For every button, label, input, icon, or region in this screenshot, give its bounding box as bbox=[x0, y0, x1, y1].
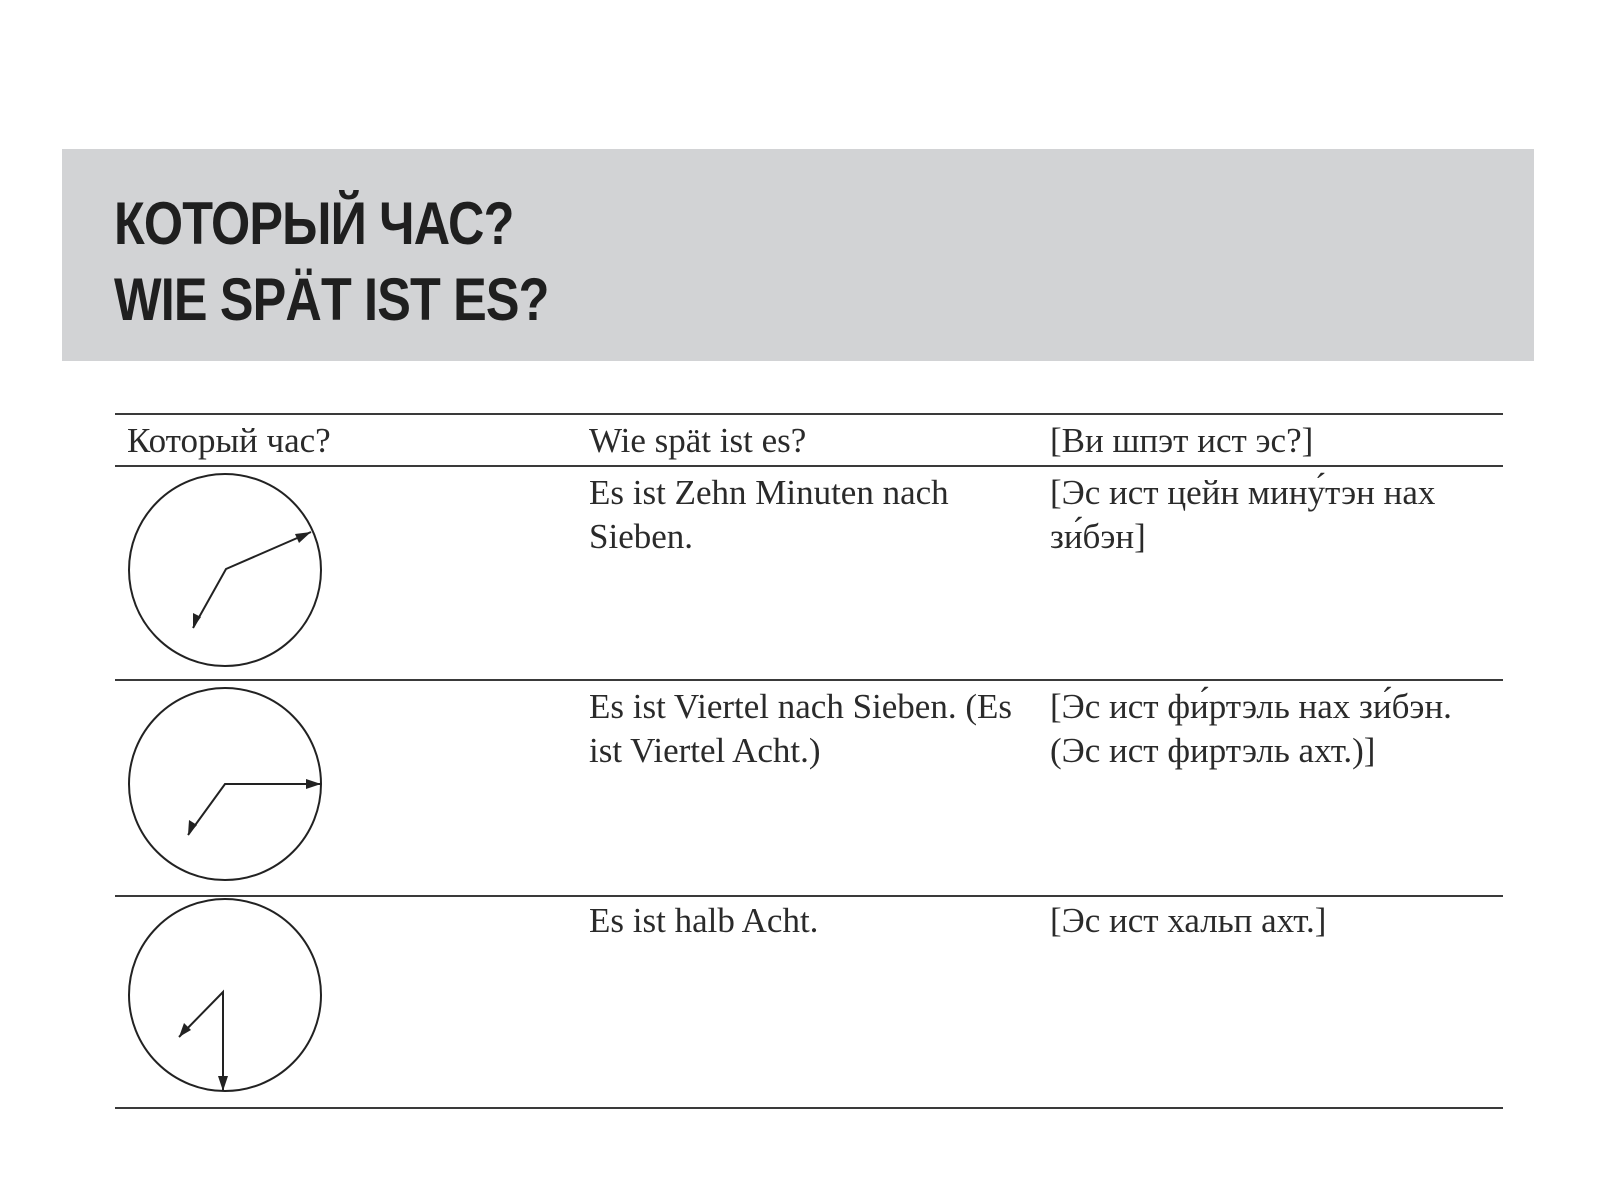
table-rule-bottom bbox=[115, 1107, 1503, 1109]
clock-7-10-icon bbox=[125, 470, 325, 675]
row2-german: Es ist Viertel nach Sieben. (Es ist Viertel Acht.) bbox=[589, 687, 1012, 770]
table-rule-header bbox=[115, 465, 1503, 467]
row3-transcription: [Эс ист хальп ахт.] bbox=[1050, 901, 1327, 940]
table-rule-top bbox=[115, 413, 1503, 415]
row1-german: Es ist Zehn Minuten nach Sieben. bbox=[589, 473, 949, 556]
header-german: Wie spät ist es? bbox=[589, 421, 807, 460]
row3-german: Es ist halb Acht. bbox=[589, 901, 819, 940]
clock-7-30-icon bbox=[125, 897, 325, 1102]
row2-transcription: [Эс ист фи́ртэль нах зи́бэн. (Эс ист фиртэль ахт.)] bbox=[1050, 687, 1452, 770]
title-russian: КОТОРЫЙ ЧАС? bbox=[114, 190, 514, 257]
title-band bbox=[62, 149, 1534, 361]
row1-transcription: [Эс ист цейн мину́тэн нах зи́бэн] bbox=[1050, 473, 1436, 556]
title-german: WIE SPÄT IST ES? bbox=[114, 266, 549, 333]
header-russian: Который час? bbox=[127, 421, 331, 460]
header-transcription: [Ви шпэт ист эс?] bbox=[1050, 421, 1314, 460]
clock-7-15-icon bbox=[125, 686, 325, 891]
table-rule-row1 bbox=[115, 679, 1503, 681]
